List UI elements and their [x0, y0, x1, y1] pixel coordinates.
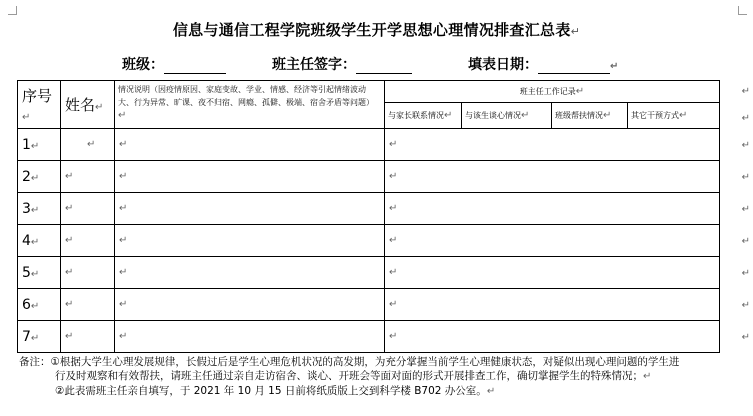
crop-mark-top-right: [738, 6, 747, 15]
survey-table: [17, 80, 720, 353]
description-cell[interactable]: ↵: [115, 225, 385, 257]
row-number: 6↵: [18, 289, 61, 321]
table-row: [18, 321, 720, 353]
paragraph-mark: ↵: [741, 113, 750, 124]
record-cell[interactable]: ↵: [385, 193, 720, 225]
paragraph-mark: ↵: [741, 204, 750, 215]
table-row: [18, 129, 720, 161]
paragraph-mark: ↵: [741, 172, 750, 183]
name-cell[interactable]: ↵: [61, 129, 115, 161]
description-cell[interactable]: ↵: [115, 257, 385, 289]
remark-line-2: 行及时观察和有效帮扶，请班主任通过亲自走访宿舍、谈心、开班会等面对面的形式开展排查工作，确切掌握学生的特殊情况；↵: [55, 370, 652, 382]
remark-line-3: ②此表需班主任亲自填写，于 2021 年 10 月 15 日前将纸质版上交到科学楼 B702 办公室。↵: [55, 385, 496, 397]
table-row: [18, 289, 720, 321]
header-seq: 序号↵: [18, 81, 61, 129]
table-row: [18, 225, 720, 257]
paragraph-mark: ↵: [741, 300, 750, 311]
remarks: [19, 355, 744, 399]
header-parent-contact: 与家长联系情况↵: [385, 103, 462, 129]
date-label: 填表日期：: [468, 57, 538, 73]
record-cell[interactable]: ↵: [385, 129, 720, 161]
paragraph-mark: ↵: [610, 61, 619, 72]
class-blank[interactable]: [164, 57, 226, 74]
row-number: 4↵: [18, 225, 61, 257]
teacher-sign-field: [272, 54, 412, 74]
header-teacher-record: 班主任工作记录↵: [385, 81, 720, 103]
header-other-intervention: 其它干预方式↵: [628, 103, 720, 129]
record-cell[interactable]: ↵: [385, 225, 720, 257]
name-cell[interactable]: ↵: [61, 321, 115, 353]
name-cell[interactable]: ↵: [61, 289, 115, 321]
row-number: 1↵: [18, 129, 61, 161]
remark-line-1: 备注：①根据大学生心理发展规律，长假过后是学生心理危机状况的高发期，为充分掌握当前学生心理健康状态，对疑似出现心理问题的学生进: [19, 356, 680, 368]
description-cell[interactable]: ↵: [115, 161, 385, 193]
table-row: [18, 161, 720, 193]
record-cell[interactable]: ↵: [385, 289, 720, 321]
description-cell[interactable]: ↵: [115, 193, 385, 225]
row-number: 7↵: [18, 321, 61, 353]
description-cell[interactable]: ↵: [115, 289, 385, 321]
name-cell[interactable]: ↵: [61, 161, 115, 193]
paragraph-mark: ↵: [570, 25, 581, 38]
row-number: 3↵: [18, 193, 61, 225]
header-student-talk: 与该生谈心情况↵: [462, 103, 552, 129]
description-cell[interactable]: ↵: [115, 321, 385, 353]
crop-mark-top-left: [8, 6, 17, 15]
paragraph-mark: ↵: [741, 86, 750, 97]
paragraph-mark: ↵: [741, 332, 750, 343]
date-field: [468, 54, 618, 74]
header-class-help: 班级帮扶情况↵: [552, 103, 628, 129]
header-description: 情况说明（因疫情原因、家庭变故、学业、情感、经济等引起情绪波动大、行为异常、旷课、夜不归宿、网瘾、孤僻、极端、宿舍矛盾等问题）↵: [115, 81, 385, 129]
name-cell[interactable]: ↵: [61, 193, 115, 225]
class-field: [122, 54, 226, 74]
teacher-sign-label: 班主任签字：: [272, 57, 356, 73]
record-cell[interactable]: ↵: [385, 257, 720, 289]
name-cell[interactable]: ↵: [61, 257, 115, 289]
paragraph-mark: ↵: [741, 236, 750, 247]
document-title: [0, 19, 753, 40]
paragraph-mark: ↵: [741, 140, 750, 151]
date-blank[interactable]: [538, 57, 610, 74]
title-text: 信息与通信工程学院班级学生开学思想心理情况排查汇总表: [172, 21, 571, 39]
row-number: 5↵: [18, 257, 61, 289]
table-row: [18, 193, 720, 225]
row-number: 2↵: [18, 161, 61, 193]
teacher-sign-blank[interactable]: [356, 57, 412, 74]
record-cell[interactable]: ↵: [385, 161, 720, 193]
description-cell[interactable]: ↵: [115, 129, 385, 161]
header-name: 姓名↵: [61, 81, 115, 129]
table-row: [18, 257, 720, 289]
name-cell[interactable]: ↵: [61, 225, 115, 257]
class-label: 班级：: [122, 57, 164, 73]
paragraph-mark: ↵: [741, 268, 750, 279]
record-cell[interactable]: ↵: [385, 321, 720, 353]
